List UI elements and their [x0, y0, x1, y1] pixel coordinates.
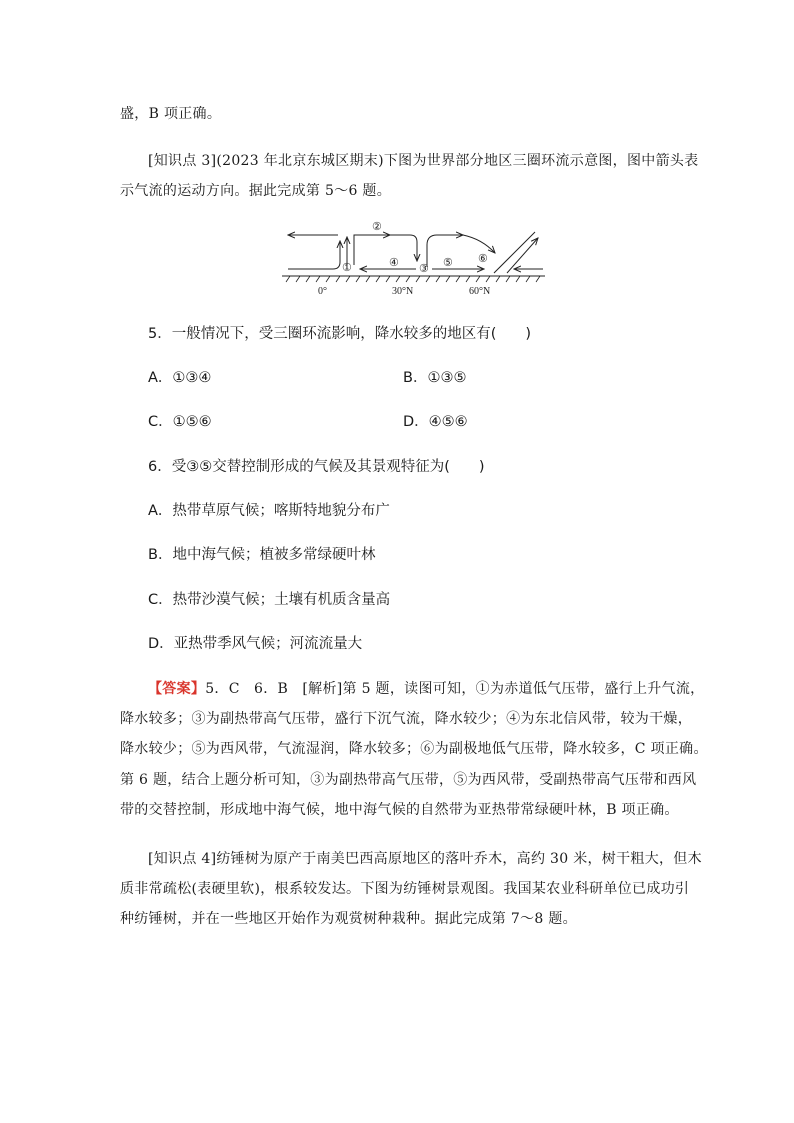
question-6-option-b: B．地中海气候；植被多常绿硬叶林 [148, 547, 376, 563]
question-5-option-c: C．①⑤⑥ [148, 414, 212, 430]
question-5-stem: 5．一般情况下，受三圈环流影响，降水较多的地区有( ) [148, 326, 532, 342]
knowledge-point-3-line2: 示气流的运动方向。据此完成第 5～6 题。 [120, 183, 392, 199]
three-cell-circulation-diagram [0, 213, 794, 303]
answer-line2: 降水较多；③为副热带高气压带，盛行下沉气流，降水较少；④为东北信风带，较为干燥， [120, 711, 692, 727]
circled-label-4: ④ [389, 257, 399, 269]
question-5-option-d: D．④⑤⑥ [403, 414, 468, 430]
answer-line3: 降水较少；⑤为西风带，气流湿润，降水较多；⑥为副极地低气压带，降水较多，C 项正确。 [120, 741, 708, 757]
answer-tag: 【答案】 [148, 681, 206, 697]
question-5-option-a: A．①③④ [148, 370, 212, 386]
question-6-stem: 6．受③⑤交替控制形成的气候及其景观特征为( ) [148, 459, 485, 475]
circled-label-3: ③ [419, 263, 429, 275]
latitude-label-30n: 30°N [392, 286, 414, 297]
answer-line5: 带的交替控制，形成地中海气候，地中海气候的自然带为亚热带常绿硬叶林，B 项正确。 [120, 802, 679, 818]
question-6-option-a: A．热带草原气候；喀斯特地貌分布广 [148, 503, 390, 519]
answer-line1 [148, 678, 704, 698]
question-6-option-d: D．亚热带季风气候；河流流量大 [148, 636, 363, 652]
knowledge-point-4-line2: 质非常疏松(表硬里软)，根系较发达。下图为纺锤树景观图。我国某农业科研单位已成功引 [120, 881, 690, 897]
knowledge-point-4-line3: 种纺锤树，并在一些地区开始作为观赏树种栽种。据此完成第 7～8 题。 [120, 911, 577, 927]
previous-answer-tail: 盛，B 项正确。 [120, 106, 222, 122]
circled-label-2: ② [372, 221, 382, 233]
circled-label-6: ⑥ [478, 253, 488, 265]
circled-label-5: ⑤ [443, 257, 453, 269]
knowledge-point-3-line1: [知识点 3](2023 年北京东城区期末)下图为世界部分地区三圈环流示意图，图中箭头表 [148, 153, 699, 169]
latitude-label-0: 0° [318, 286, 327, 297]
answer-line1-text: 5．C 6．B [解析]第 5 题，读图可知，①为赤道低气压带，盛行上升气流， [205, 681, 705, 697]
question-6-option-c: C．热带沙漠气候；土壤有机质含量高 [148, 592, 391, 608]
answer-line4: 第 6 题，结合上题分析可知，③为副热带高气压带，⑤为西风带，受副热带高气压带和西风 [120, 772, 697, 788]
question-5-option-b: B．①③⑤ [403, 370, 467, 386]
knowledge-point-4-line1: [知识点 4]纺锤树为原产于南美巴西高原地区的落叶乔木，高约 30 米，树干粗大，但木 [148, 851, 702, 867]
latitude-label-60n: 60°N [469, 286, 491, 297]
circled-label-1: ① [342, 262, 352, 274]
